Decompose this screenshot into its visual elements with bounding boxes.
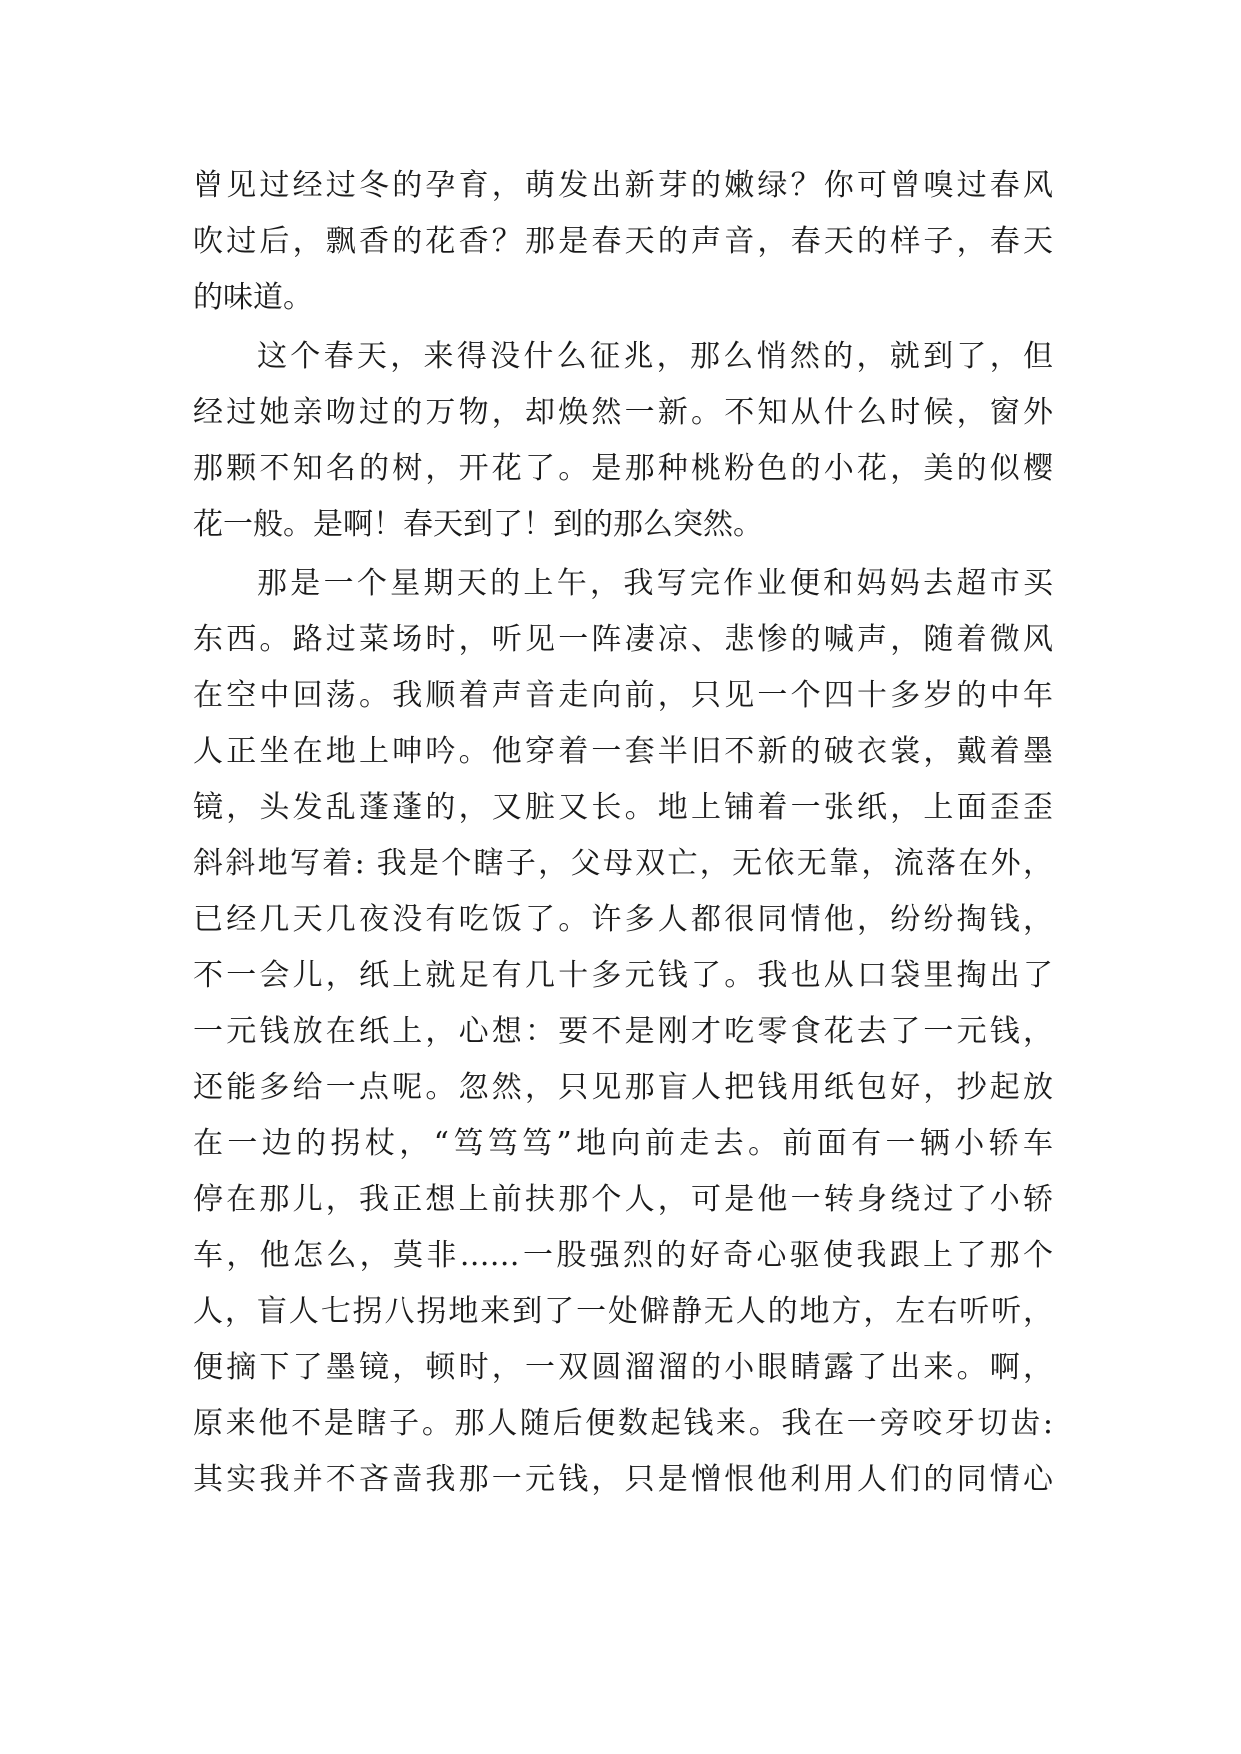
- text-line: 已经几天几夜没有吃饭了。许多人都很同情他，纷纷掏钱，: [193, 902, 1053, 937]
- text-line: 曾见过经过冬的孕育，萌发出新芽的嫩绿？你可曾嗅过春风: [193, 168, 1053, 203]
- text-line: 停在那儿，我正想上前扶那个人，可是他一转身绕过了小轿: [193, 1182, 1053, 1217]
- text-line: 斜斜地写着: 我是个瞎子，父母双亡，无依无靠，流落在外，: [193, 846, 1053, 881]
- text-line: 的味道。: [193, 280, 313, 315]
- paragraph-3: [193, 556, 1053, 1508]
- text-line: 吹过后，飘香的花香？那是春天的声音，春天的样子，春天: [193, 224, 1053, 259]
- text-line: 还能多给一点呢。忽然，只见那盲人把钱用纸包好，抄起放: [193, 1070, 1053, 1105]
- paragraph-1: [193, 158, 1053, 326]
- text-line: 人正坐在地上呻吟。他穿着一套半旧不新的破衣裳，戴着墨: [193, 734, 1053, 769]
- text-line: 在空中回荡。我顺着声音走向前，只见一个四十多岁的中年: [193, 678, 1053, 713]
- text-line: 东西。路过菜场时，听见一阵凄凉、悲惨的喊声，随着微风: [193, 622, 1053, 657]
- text-line: 这个春天，来得没什么征兆，那么悄然的，就到了，但: [257, 339, 1053, 374]
- text-line: 那颗不知名的树，开花了。是那种桃粉色的小花，美的似樱: [193, 451, 1053, 486]
- text-line: 人，盲人七拐八拐地来到了一处僻静无人的地方，左右听听，: [193, 1294, 1053, 1329]
- text-line: 车，他怎么，莫非……一股强烈的好奇心驱使我跟上了那个: [193, 1238, 1053, 1273]
- text-line: 不一会儿，纸上就足有几十多元钱了。我也从口袋里掏出了: [193, 958, 1053, 993]
- text-line: 那是一个星期天的上午，我写完作业便和妈妈去超市买: [257, 566, 1053, 601]
- text-line: 在一边的拐杖，“笃笃笃”地向前走去。前面有一辆小轿车: [193, 1126, 1053, 1161]
- text-line: 花一般。是啊！春天到了！到的那么突然。: [193, 507, 763, 542]
- text-line: 一元钱放在纸上，心想：要不是刚才吃零食花去了一元钱，: [193, 1014, 1053, 1049]
- document-body: [193, 158, 1053, 1508]
- text-line: 经过她亲吻过的万物，却焕然一新。不知从什么时候，窗外: [193, 395, 1053, 430]
- text-line: 镜，头发乱蓬蓬的，又脏又长。地上铺着一张纸，上面歪歪: [193, 790, 1053, 825]
- text-line: 原来他不是瞎子。那人随后便数起钱来。我在一旁咬牙切齿:: [193, 1406, 1053, 1441]
- text-line: 便摘下了墨镜，顿时，一双圆溜溜的小眼睛露了出来。啊，: [193, 1350, 1053, 1385]
- paragraph-2: [193, 329, 1053, 553]
- text-line: 其实我并不吝啬我那一元钱，只是憎恨他利用人们的同情心: [193, 1462, 1053, 1497]
